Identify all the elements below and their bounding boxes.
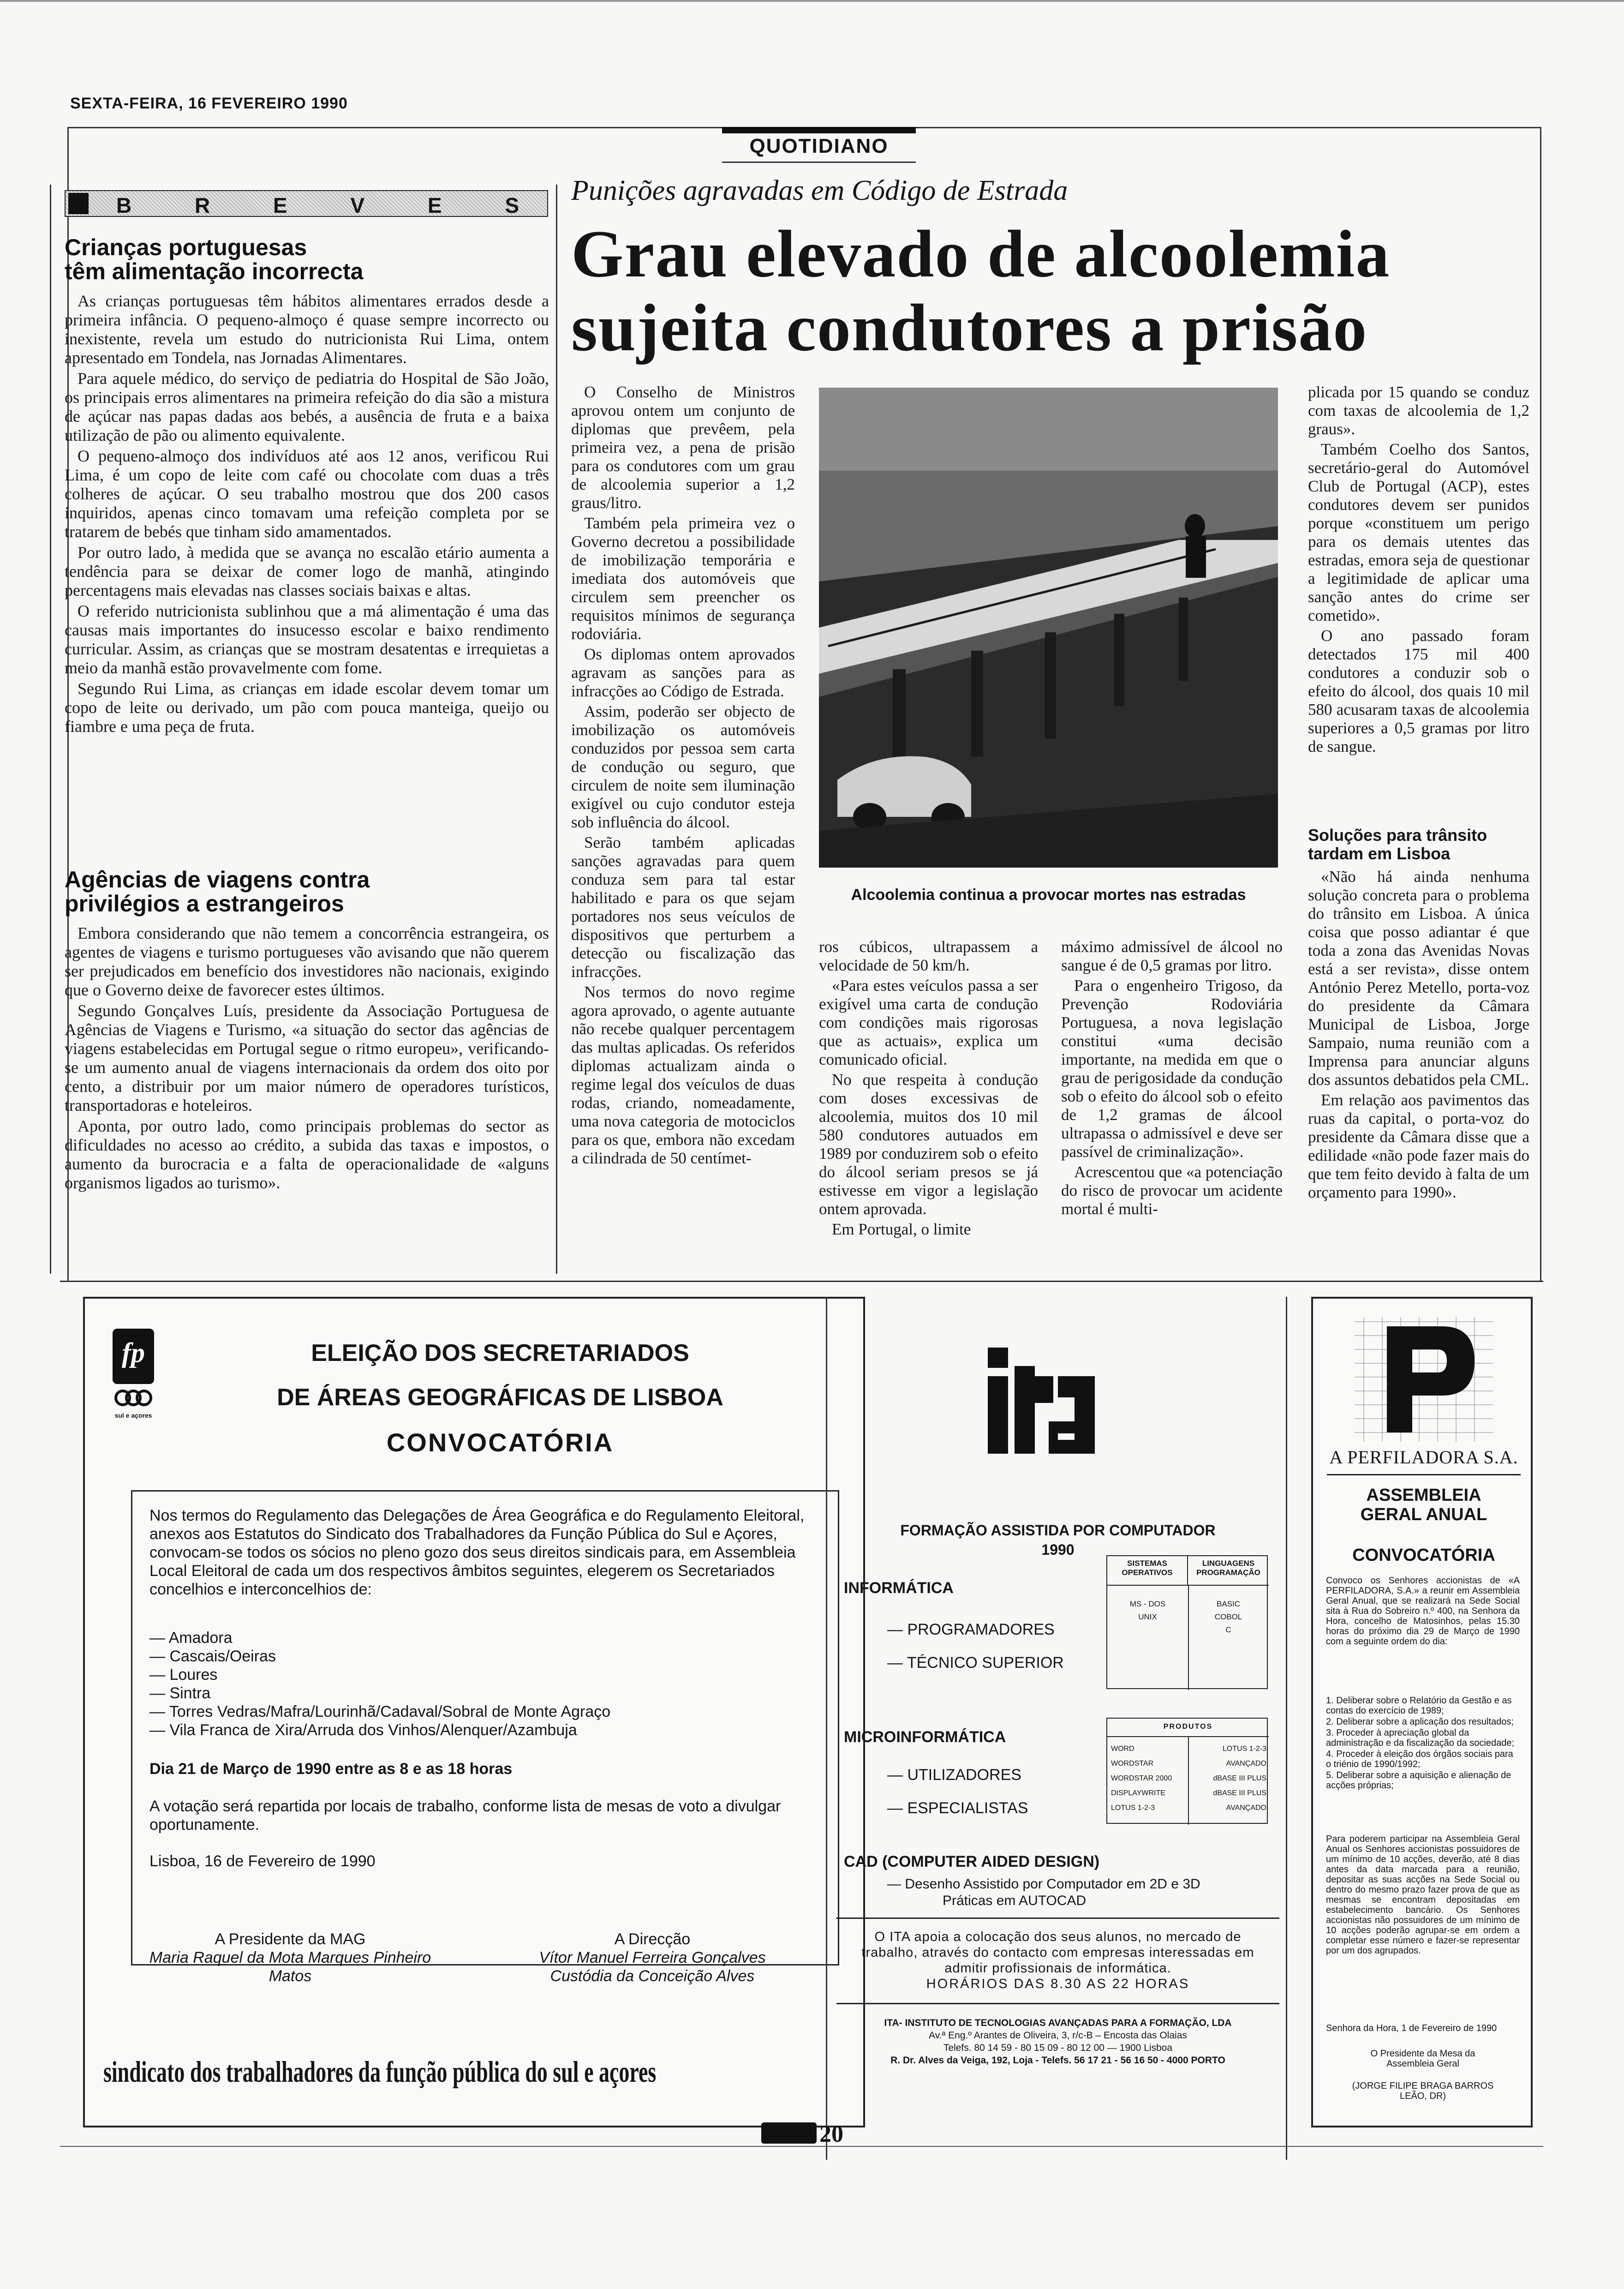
ita-table1-cell: UNIX xyxy=(1138,1612,1157,1621)
story2-paragraph: Aponta, por outro lado, como principais problemas do sector as dificuldades no acesso ao crédito, a subida das taxas e impostos, o aumento da burocracia e a falta de operacionalidade de «alguns organismos ligados ao turismo». xyxy=(65,1117,549,1192)
ita-cad-line: Práticas em AUTOCAD xyxy=(943,1893,1087,1908)
ita-logo xyxy=(984,1348,1099,1454)
fp-title-line2: DE ÁREAS GEOGRÁFICAS DE LISBOA xyxy=(277,1384,723,1411)
fp-vote-note: A votação será repartida por locais de trabalho, conforme lista de mesas de voto a divulgar oportunamente. xyxy=(149,1798,781,1834)
perfiladora-title1: ASSEMBLEIA xyxy=(1366,1486,1481,1505)
fp-intro: Nos termos do Regulamento das Delegações de Área Geográfica e do Regulamento Eleitoral, anexos aos Estatutos do Sindicato dos Trabalhadores da Função Pública do Sul e Açores, convocam-se todos os sócios no pleno gozo dos seus direitos sindicais para, em Assembleia Local Eleitoral de cada um dos respectivos âmbitos seguintes, elegerem os Secretariados concelhios e interconcelhios de: xyxy=(149,1507,805,1598)
ita-table2-cell: WORDSTAR 2000 xyxy=(1111,1774,1172,1782)
ita-table1 xyxy=(1106,1555,1268,1689)
article-paragraph: Em relação aos pavimentos das ruas da capital, o porta-voz do presidente da Câmara disse que a edilidade «não pode fazer mais do que tem feito devido à falta de um orçamento para 1990». xyxy=(1308,1091,1529,1201)
ad-fp xyxy=(83,1297,865,2127)
page-number-box xyxy=(761,2121,858,2146)
subhead-line2: tardam em Lisboa xyxy=(1308,844,1451,863)
fp-area-item: — Amadora xyxy=(149,1629,233,1647)
article-paragraph: O ano passado foram detectados 175 mil 400 condutores a conduzir sob o efeito do álcool, dos quais 10 mil 580 acusaram taxas de alcoolemia superiores a 0,5 gramas por litro de sangue. xyxy=(1308,627,1529,755)
article-kicker: Punições agravadas em Código de Estrada xyxy=(571,175,1068,206)
perfiladora-rule xyxy=(1327,1474,1521,1475)
ita-table2-cell: AVANÇADO xyxy=(1226,1804,1266,1812)
fp-area-item: — Loures xyxy=(149,1666,218,1684)
ita-cad-title: CAD (COMPUTER AIDED DESIGN) xyxy=(844,1853,1100,1870)
ita-cad-lines xyxy=(887,1876,1266,1909)
article-paragraph: ros cúbicos, ultrapassem a velocidade de 50 km/h. xyxy=(819,938,1038,974)
fp-place-date: Lisboa, 16 de Fevereiro de 1990 xyxy=(149,1852,376,1870)
article-paragraph: Serão também aplicadas sanções agravadas para quem conduza sem para tal estar habilitado e para os que sejam portadores nos seus veículos de dispositivos que perturbem a detecção ou fiscalização das infracções. xyxy=(571,833,795,981)
ita-micro-item: — UTILIZADORES xyxy=(887,1766,1021,1784)
fp-title-line1: ELEIÇÃO DOS SECRETARIADOS xyxy=(311,1340,689,1366)
breves-label-bar xyxy=(65,190,548,217)
article-paragraph: máximo admissível de álcool no sangue é de 0,5 gramas por litro. xyxy=(1061,938,1283,974)
ita-table2-cell: dBASE III PLUS xyxy=(1213,1789,1266,1797)
ita-note1: O ITA apoia a colocação dos seus alunos, no mercado de trabalho, através do contacto com empresas interessadas em admitir profissionais de informática. xyxy=(861,1929,1254,1976)
perfiladora-place-date: Senhora da Hora, 1 de Fevereiro de 1990 xyxy=(1326,2023,1497,2033)
perfiladora-signer-role2: Assembleia Geral xyxy=(1386,2059,1459,2069)
ita-informatica-item: — TÉCNICO SUPERIOR xyxy=(887,1654,1064,1672)
section-bar xyxy=(722,127,916,133)
ita-table2-header: PRODUTOS xyxy=(1107,1719,1269,1737)
ita-table2-cell: DISPLAYWRITE xyxy=(1111,1789,1165,1797)
ad-ita xyxy=(826,1297,1287,2160)
fp-sig1 xyxy=(140,1930,440,1985)
article-col1 xyxy=(571,383,795,1169)
ita-address-line: Telefs. 80 14 59 - 80 15 09 - 80 12 00 — 1900 Lisboa xyxy=(943,2043,1173,2053)
ad-perfiladora xyxy=(1311,1297,1533,2127)
perfiladora-logo xyxy=(1355,1317,1493,1442)
ita-logo-icon xyxy=(984,1348,1099,1454)
story1-paragraph: As crianças portuguesas têm hábitos alimentares errados desde a primeira infância. O pequeno-almoço é quase sempre incorrecto ou inexistente, revela um estudo do nutricionista Rui Lima, ontem apresentado em Tondela, nas Jornadas Alimentares. xyxy=(65,292,549,367)
fp-sig2-name2: Custódia da Conceição Alves xyxy=(550,1967,755,1985)
fp-areas xyxy=(149,1629,818,1739)
story2-title-line2: privilégios a estrangeiros xyxy=(65,891,344,917)
article-col4 xyxy=(1308,383,1529,758)
ads-separator xyxy=(60,1281,1543,1282)
headline-line2: sujeita condutores a prisão xyxy=(571,290,1368,365)
ita-table1-header: SISTEMAS OPERATIVOS xyxy=(1107,1556,1188,1586)
perfiladora-company: A PERFILADORA S.A. xyxy=(1329,1447,1518,1468)
perfiladora-note: Para poderem participar na Assembleia Geral Anual os Senhores accionistas possuidores de um mínimo de 10 acções, deverão, até 8 dias antes da data marcada para a reunião, depositar as suas acções na Sede Social ou dentro do mesmo prazo fazer prova de que as mesmas se encontram depositadas em estabelecimento bancário. Os Senhores accionistas não possuidores de um mínimo de 10 acções poderão agrupar-se em ordem a completar esse número e fazer-se representar por um dos agrupados. xyxy=(1326,1834,1520,1956)
ita-informatica-item: — PROGRAMADORES xyxy=(887,1621,1055,1638)
ita-informatica-items xyxy=(887,1613,1064,1679)
fp-sig2-role: A Direcção xyxy=(614,1930,691,1948)
perfiladora-item: 2. Deliberar sobre a aplicação dos resultados; xyxy=(1326,1717,1514,1727)
ita-table1-cell: C xyxy=(1225,1625,1231,1634)
article-paragraph: O Conselho de Ministros aprovou ontem um conjunto de diplomas que prevêem, pela primeira vez, a pena de prisão para os condutores com um grau de alcoolemia superior a 1,2 graus/litro. xyxy=(571,383,795,512)
fp-title xyxy=(177,1331,823,1466)
ita-table1-cell: COBOL xyxy=(1214,1612,1242,1621)
fp-area-item: — Cascais/Oeiras xyxy=(149,1648,276,1665)
story2-title-line1: Agências de viagens contra xyxy=(65,867,370,893)
fp-area-item: — Sintra xyxy=(149,1684,211,1702)
perfiladora-item: 4. Proceder à eleição dos órgãos sociais para o triénio de 1990/1992; xyxy=(1326,1749,1513,1769)
ita-heading xyxy=(841,1521,1275,1559)
story1-title xyxy=(65,235,549,283)
perfiladora-title3: CONVOCATÓRIA xyxy=(1352,1546,1495,1565)
subhead-line1: Soluções para trânsito xyxy=(1308,826,1487,845)
story1-body xyxy=(65,292,549,738)
fp-area-item: — Torres Vedras/Mafra/Lourinhã/Cadaval/Sobral de Monte Agraço xyxy=(149,1703,611,1720)
story1-title-line2: têm alimentação incorrecta xyxy=(65,258,364,284)
ita-informatica: INFORMÁTICA xyxy=(844,1579,954,1597)
ita-cad-line: — Desenho Assistido por Computador em 2D e 3D xyxy=(887,1876,1200,1892)
story1-paragraph: Segundo Rui Lima, as crianças em idade escolar devem tomar um copo de leite ou derivado, um pão com pouca manteiga, queijo ou fiambre e uma peça de fruta. xyxy=(65,679,549,736)
ita-table1-cell: MS - DOS xyxy=(1129,1600,1166,1608)
ita-micro-item: — ESPECIALISTAS xyxy=(887,1799,1028,1817)
ita-address-line: Av.ª Eng.º Arantes de Oliveira, 3, r/c-B – Encosta das Olaias xyxy=(929,2030,1187,2041)
perfiladora-signer xyxy=(1326,2049,1520,2101)
ita-note xyxy=(846,1929,1270,1992)
story1-title-line1: Crianças portuguesas xyxy=(65,234,307,260)
fp-area-item: — Vila Franca de Xira/Arruda dos Vinhos/Alenquer/Azambuja xyxy=(149,1721,577,1739)
ita-micro: MICROINFORMÁTICA xyxy=(844,1728,1006,1746)
article-subhead xyxy=(1308,826,1529,863)
ita-heading2: 1990 xyxy=(1041,1541,1075,1558)
article-paragraph: «Não há ainda nenhuma solução concreta para o problema do trânsito em Lisboa. A única coisa que posso adiantar é que toda a zona das Avenidas Novas está a ser revista», disse ontem António Perez Metello, porta-voz do presidente da Câmara Municipal de Lisboa, Jorge Sampaio, numa reunião com a Imprensa para anunciar alguns dos assuntos debatidos pela CML. xyxy=(1308,868,1529,1089)
perfiladora-item: 5. Deliberar sobre a aquisição e alienação de acções próprias; xyxy=(1326,1770,1511,1791)
article-paragraph: Para o engenheiro Trigoso, da Prevenção Rodoviária Portuguesa, a nova legislação constitui «uma decisão importante, na medida em que o grau de perigosidade da condução sob o efeito do álcool sob o efeito de 1,2 gramas de álcool ultrapassa o admissível e deve ser passível de criminalização». xyxy=(1061,977,1283,1161)
story1-paragraph: Por outro lado, à medida que se avança no escalão etário aumenta a tendência para se deixar de comer logo de manhã, atingindo percentagens mais elevadas nas classes sociais baixas e altas. xyxy=(65,543,549,599)
ita-table2 xyxy=(1106,1718,1268,1824)
article-paragraph: Acrescentou que «a potenciação do risco de provocar um acidente mortal é multi- xyxy=(1061,1163,1283,1218)
article-paragraph: Em Portugal, o limite xyxy=(832,1220,971,1238)
ita-table2-cell: WORDSTAR xyxy=(1111,1760,1154,1768)
ita-table2-cell: dBASE III PLUS xyxy=(1213,1774,1266,1782)
fp-sig2 xyxy=(491,1930,814,1985)
perfiladora-item: 1. Deliberar sobre o Relatório da Gestão e as contas do exercício de 1989; xyxy=(1326,1696,1512,1716)
perfiladora-signer-name2: LEÃO, DR) xyxy=(1399,2091,1446,2101)
ita-table2-cell: LOTUS 1-2-3 xyxy=(1222,1745,1266,1753)
rings-icon xyxy=(113,1389,153,1407)
perfiladora-signer-name: (JORGE FILIPE BRAGA BARROS xyxy=(1352,2081,1494,2091)
story1-paragraph: O referido nutricionista sublinhou que a má alimentação é uma das causas mais importantes do insucesso escolar e baixo rendimento curricular. Assim, as crianças que se mostram desatentas e irrequietas a meio da manhã estão provavelmente com fome. xyxy=(65,602,549,677)
perfiladora-logo-icon xyxy=(1355,1317,1493,1442)
ita-address-line: R. Dr. Alves da Veiga, 192, Loja - Telefs. 56 17 21 - 56 16 50 - 4000 PORTO xyxy=(890,2055,1225,2066)
perfiladora-items xyxy=(1326,1696,1520,1792)
ita-table2-cell: WORD xyxy=(1111,1745,1134,1753)
ita-table1-cell: BASIC xyxy=(1216,1600,1241,1608)
fp-logo-sub: sul e açores xyxy=(114,1412,152,1419)
perfiladora-title2: GERAL ANUAL xyxy=(1360,1505,1487,1524)
page-logo-mark xyxy=(761,2122,817,2144)
article-photo xyxy=(819,388,1278,868)
ita-table1-header: LINGUAGENS PROGRAMAÇÃO xyxy=(1188,1556,1269,1586)
article-col4b xyxy=(1308,868,1529,1204)
fp-sig2-name: Vítor Manuel Ferreira Gonçalves xyxy=(539,1949,766,1966)
ita-address xyxy=(836,2017,1279,2067)
breves-label: B R E V E S xyxy=(116,193,548,217)
headline-line1: Grau elevado de alcoolemia xyxy=(571,216,1391,291)
ita-heading1: FORMAÇÃO ASSISTIDA POR COMPUTADOR xyxy=(900,1522,1216,1539)
article-col3 xyxy=(1061,938,1283,1220)
fp-date-line: Dia 21 de Março de 1990 entre as 8 e as 18 horas xyxy=(149,1760,513,1778)
fp-logo xyxy=(113,1329,154,1426)
story2-paragraph: Embora considerando que não temem a concorrência estrangeira, os agentes de viagens e turismo portugueses vão avisando que não querem ser prejudicados em benefício dos investidores não nacionais, exigindo que o Governo deixe de favorecer estes últimos. xyxy=(65,924,549,999)
ita-rule2 xyxy=(836,2003,1279,2004)
story1-paragraph: Para aquele médico, do serviço de pediatria do Hospital de São João, os principais erros alimentares na primeira refeição do dia são a mistura de açúcar nas papas dadas aos bebés, a ausência de fruta e a baixa utilização de pão ou alimento equivalente. xyxy=(65,369,549,444)
fp-title-line3: CONVOCATÓRIA xyxy=(386,1428,614,1457)
perfiladora-item: 3. Proceder à apreciação global da administração e da fiscalização da sociedade; xyxy=(1326,1728,1515,1748)
fp-footer: sindicato dos trabalhadores da função pública do sul e açores xyxy=(103,2055,657,2088)
perfiladora-signer-role: O Presidente da Mesa da xyxy=(1370,2049,1475,2059)
article-col2 xyxy=(819,938,1038,1240)
article-paragraph: Também pela primeira vez o Governo decretou a possibilidade de imobilização temporária e imediata dos automóveis que circulem sem preencher os requisitos mínimos de segurança rodoviária. xyxy=(571,514,795,643)
story2-title xyxy=(65,868,549,916)
story2-body xyxy=(65,924,549,1194)
article-paragraph: Os diplomas ontem aprovados agravam as sanções para as infracções ao Código de Estrada. xyxy=(571,645,795,700)
section-label: QUOTIDIANO xyxy=(749,135,889,157)
story1-paragraph: O pequeno-almoço dos indivíduos até aos 12 anos, verificou Rui Lima, é um copo de leite com café ou chocolate com duas a três colheres de açúcar. O seu trabalho mostrou que dos 200 casos inquiridos, apenas cinco tomavam uma refeição completa por se tratarem de bebés que tinham sido amamentados. xyxy=(65,447,549,541)
fp-sig1-role: A Presidente da MAG xyxy=(215,1930,366,1948)
ita-rule xyxy=(836,1917,1279,1919)
article-paragraph: «Para estes veículos passa a ser exigível uma carta de condução com condições mais rigorosas que as actuais», explica um comunicado oficial. xyxy=(819,977,1038,1068)
ita-micro-items xyxy=(887,1758,1028,1825)
fp-sig1-name: Maria Raquel da Mota Marques Pinheiro xyxy=(149,1949,431,1966)
article-paragraph: No que respeita à condução com doses excessivas de alcoolemia, muitos dos 10 mil 580 condutores autuados em 1989 por conduzirem sob o efeito do álcool seriam presos se já estivesse em vigor a legislação ontem aprovada. xyxy=(819,1071,1038,1218)
bottom-rule xyxy=(60,2146,1543,2147)
page-date: SEXTA-FEIRA, 16 FEVEREIRO 1990 xyxy=(70,95,348,112)
photo-caption: Alcoolemia continua a provocar mortes nas estradas xyxy=(851,886,1246,904)
fp-sig1-name2: Matos xyxy=(269,1967,312,1985)
page-number: 20 xyxy=(819,2121,843,2147)
article-headline xyxy=(571,217,1535,365)
article-paragraph: plicada por 15 quando se conduz com taxas de alcoolemia de 1,2 graus». xyxy=(1308,383,1529,438)
section-underline xyxy=(722,162,916,163)
fp-logo-text: fp xyxy=(122,1337,145,1368)
ita-table2-cell: LOTUS 1-2-3 xyxy=(1111,1804,1155,1812)
ita-address-line: ITA- INSTITUTO DE TECNOLOGIAS AVANÇADAS PARA A FORMAÇÃO, LDA xyxy=(884,2018,1232,2028)
story2-paragraph: Segundo Gonçalves Luís, presidente da Associação Portuguesa de Agências de Viagens e Turismo, «a situação do sector das agências de viagens estabelecidas em Portugal segue o ritmo europeu», verificando-se um aumento anual de viagens internacionais da ordem dos oito por cento, a distribuir por um maior número de operadores turísticos, transportadoras e hoteleiros. xyxy=(65,1001,549,1115)
article-paragraph: Assim, poderão ser objecto de imobilização os automóveis conduzidos por pessoa sem carta de condução ou seguro, que circulem de noite sem iluminação exigível ou cujo condutor esteja sob influência do álcool. xyxy=(571,702,795,831)
ita-table2-cell: AVANÇADO xyxy=(1226,1760,1266,1768)
perfiladora-intro: Convoco os Senhores accionistas de «A PERFILADORA, S.A.» a reunir em Assembleia Geral Anual, que se realizará na Sede Social sita à Rua do Sobreiro n.º 400, na Senhora da Hora, concelho de Matosinhos, pelas 15.30 horas do próximo dia 29 de Março de 1990 com a seguinte ordem do dia: xyxy=(1326,1576,1520,1647)
ita-note2: HORÁRIOS DAS 8.30 AS 22 HORAS xyxy=(926,1977,1190,1991)
article-paragraph: Também Coelho dos Santos, secretário-geral do Automóvel Club de Portugal (ACP), estes condutores devem ser punidos porque «constituem um perigo para os demais utentes das estradas, emora seja de questionar a legitimidade de aplicar uma sanção antes do crime ser cometido». xyxy=(1308,440,1529,624)
perfiladora-title xyxy=(1313,1486,1534,1565)
bridge-photo-illustration xyxy=(819,388,1278,868)
article-paragraph: Nos termos do novo regime agora aprovado, o agente autuante não recebe qualquer percentagem das multas aplicadas. Os referidos diplomas actualizam ainda o regime legal dos veículos de duas rodas, criando, nomeadamente, uma nova categoria de motociclos para os que, embora não excedam a cilindrada de 50 centímet- xyxy=(571,983,795,1167)
top-border xyxy=(0,0,1624,2)
